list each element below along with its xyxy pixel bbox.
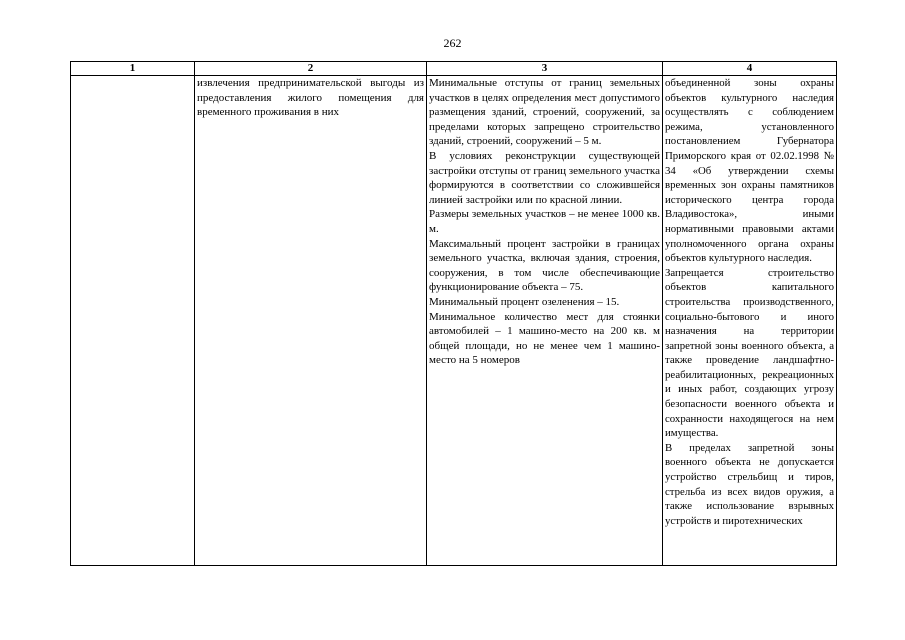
cell-col-4	[663, 76, 837, 566]
col2-text: извлечения предпринимательской выгоды из предоставления жилого помещения для временного проживания в них	[197, 77, 424, 119]
cell-col-2	[195, 76, 427, 566]
col3-paragraph: В условиях реконструкции существующей застройки отступы от границ земельного участка формируются в соответствии со сложившейся линией застройки или по красной линии.	[429, 149, 660, 206]
col3-paragraph: Минимальное количество мест для стоянки автомобилей – 1 машино-место на 200 кв. м общей площади, но не менее чем 1 машино-место на 5 номеров	[429, 310, 660, 367]
col3-paragraph: Максимальный процент застройки в границах земельного участка, включая здания, строения, сооружения, в том числе обеспечивающие функционирование объекта – 75.	[429, 237, 660, 294]
col3-paragraph: Минимальный процент озеленения – 15.	[429, 295, 620, 308]
col4-paragraph: Запрещается строительство объектов капитального строительства производственного, социально-бытового и иного назначения на территории запретной зоны военного объекта, а также проведение ландшафтно-реабилитационных, рекреационных и иных работ, создающих угрозу безопасности военного объекта и сохранности находящегося на нем имущества.	[665, 266, 834, 440]
header-col-1: 1	[71, 62, 195, 76]
header-col-2: 2	[195, 62, 427, 76]
table-header-row	[71, 62, 837, 76]
table-row	[71, 76, 837, 566]
col4-paragraph: объединенной зоны охраны объектов культурного наследия осуществлять с соблюдением режима, установленного постановлением Губернатора Приморского края от 02.02.1998 № 34 «Об утверждении схемы временных зон охраны памятников исторического центра города Владивостока», иными нормативными правовыми актами уполномоченного органа охраны объектов культурного наследия.	[665, 77, 834, 265]
header-col-3: 3	[427, 62, 663, 76]
cell-col-3	[427, 76, 663, 566]
header-col-4: 4	[663, 62, 837, 76]
col3-paragraph: Размеры земельных участков – не менее 1000 кв. м.	[429, 208, 660, 235]
col3-paragraph: Минимальные отступы от границ земельных участков в целях определения мест допустимого размещения зданий, строений, сооружений, за пределами которых запрещено строительство зданий, строений, сооружений – 5 м.	[429, 77, 660, 148]
col4-paragraph: В пределах запретной зоны военного объекта не допускается устройство стрельбищ и тиров, стрельба из всех видов оружия, а также использование взрывных устройств и пиротехнических	[665, 441, 834, 527]
regulation-table	[70, 61, 837, 566]
page-number: 262	[443, 36, 462, 50]
cell-col-1	[71, 76, 195, 566]
